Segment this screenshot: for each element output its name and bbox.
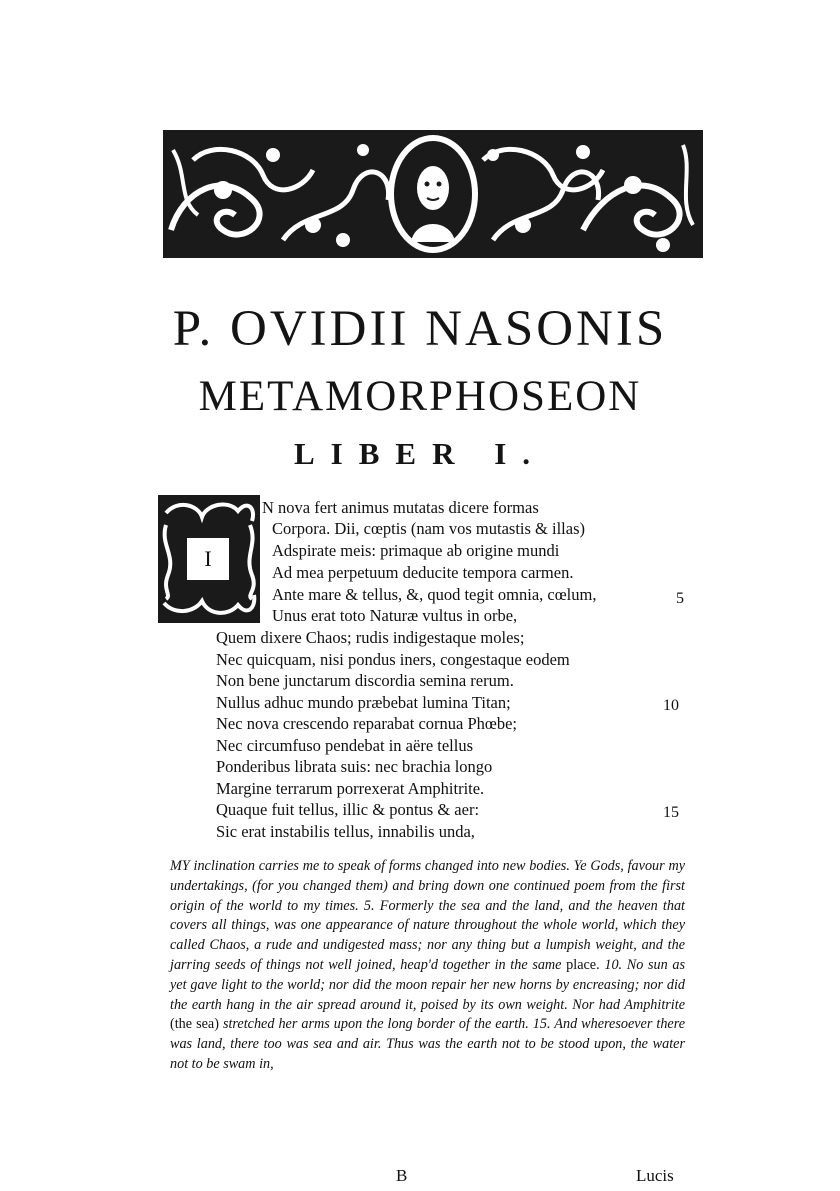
verse-line: Quaque fuit tellus, illic & pontus & aer:: [216, 800, 480, 819]
verse-line: N nova fert animus mutatas dicere formas: [262, 498, 539, 517]
translation-text: stretched her arms upon the long border of the earth. 15. And wheresoever there was land, there too was sea and air. Thus was the earth not to be stood upon, the water not to be swam in,: [170, 1016, 685, 1072]
headpiece-ornament: [163, 130, 703, 258]
translation-text: 10. No sun as yet gave light to the world; nor did the moon repair her new horns by encreasing; nor did the earth hang in the air spread around it, poised by its own weight. Nor had Amphitrite: [170, 956, 686, 1013]
catchword: Lucis: [636, 1166, 674, 1185]
translation-text: (the sea): [170, 1016, 219, 1033]
decorated-initial-letter: I: [204, 546, 212, 571]
verse-line: Ad mea perpetuum deducite tempora carmen.: [272, 563, 574, 582]
english-translation: [170, 857, 685, 1075]
verse-line: Adspirate meis: primaque ab origine mundi: [272, 541, 560, 560]
verse-line: Ante mare & tellus, &, quod tegit omnia, cœlum,: [272, 585, 597, 604]
translation-text: MY inclination carries me to speak of forms changed into new bodies. Ye Gods, favour my undertakings, (for you changed them) and bring down one continued poem from the first origin of the world to my times. 5. Formerly the sea and the land, and the heaven that covers all things, was one appearance of nature throughout the whole world, which they called Chaos, a rude and undigested mass; nor any thing but a lumpish weight, and the jarring seeds of things not well joined, heap'd together in the same: [170, 858, 685, 973]
title-work: METAMORPHOSEON: [198, 373, 642, 420]
verse-line: Nec nova crescendo reparabat cornua Phœbe;: [216, 714, 517, 733]
verse-line: Non bene junctarum discordia semina rerum.: [216, 671, 514, 690]
verse-line: Nec quicquam, nisi pondus iners, congestaque eodem: [216, 650, 570, 669]
verse-line: Nullus adhuc mundo præbebat lumina Titan;: [216, 693, 511, 712]
line-number: 15: [663, 804, 679, 821]
verse-line: Quem dixere Chaos; rudis indigestaque moles;: [216, 628, 525, 647]
verse-line: Unus erat toto Naturæ vultus in orbe,: [272, 606, 518, 625]
verse-line: Ponderibus librata suis: nec brachia longo: [216, 757, 493, 776]
verse-line: Nec circumfuso pendebat in aëre tellus: [216, 736, 474, 755]
line-number: 5: [676, 590, 684, 607]
verse-line: Corpora. Dii, cœptis (nam vos mutastis & illas): [272, 519, 586, 538]
title-book: LIBER I.: [293, 436, 547, 471]
line-number: 10: [663, 697, 679, 714]
verse-line: Margine terrarum porrexerat Amphitrite.: [216, 779, 485, 798]
signature-mark: B: [396, 1166, 408, 1185]
verse-line: Sic erat instabilis tellus, innabilis unda,: [216, 822, 475, 841]
translation-text: place.: [566, 956, 600, 973]
title-author: P. OVIDII NASONIS: [172, 301, 668, 357]
